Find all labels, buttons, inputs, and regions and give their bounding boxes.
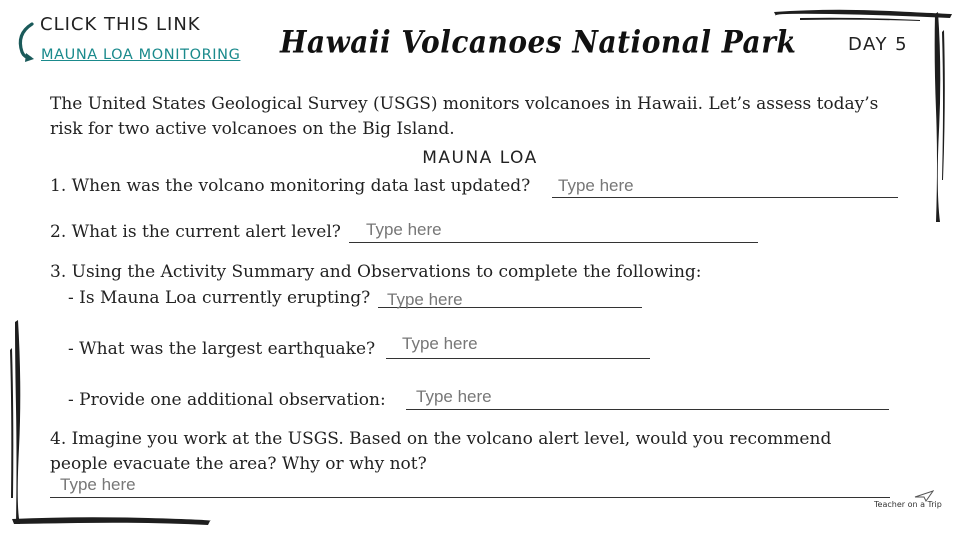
intro-paragraph: The United States Geological Survey (USGS) monitors volcanoes in Hawaii. Let’s assess today’s risk for two active volcanoes on the Big Island. [50, 94, 879, 139]
answer-line-2 [349, 242, 758, 243]
answer-input-3b[interactable] [402, 333, 642, 355]
answer-line-3b [386, 358, 650, 359]
answer-input-1[interactable] [558, 175, 888, 197]
question-3a: - Is Mauna Loa currently erupting? [68, 288, 371, 308]
answer-input-3c[interactable] [416, 386, 876, 408]
answer-input-3a[interactable] [387, 289, 637, 311]
brush-stroke-right [928, 10, 950, 225]
question-2: 2. What is the current alert level? [50, 222, 341, 242]
day-label: DAY 5 [848, 34, 909, 55]
page-title: Hawaii Volcanoes National Park [280, 24, 797, 61]
question-3b: - What was the largest earthquake? [68, 339, 376, 359]
answer-line-1 [552, 197, 898, 198]
click-this-link-label: CLICK THIS LINK [40, 14, 201, 35]
curved-arrow-icon [14, 20, 42, 64]
question-4-line-2: people evacuate the area? Why or why not? [50, 454, 427, 474]
answer-input-4[interactable] [60, 474, 880, 496]
section-title: MAUNA LOA [422, 148, 538, 168]
brush-stroke-bottom-left [8, 512, 213, 530]
mauna-loa-monitoring-link[interactable]: MAUNA LOA MONITORING [41, 47, 241, 63]
question-4-line-1: 4. Imagine you work at the USGS. Based on the volcano alert level, would you recommend [50, 429, 832, 449]
answer-line-4 [50, 497, 890, 498]
teacher-on-a-trip-logo [874, 500, 942, 509]
paper-plane-icon [914, 490, 934, 502]
brush-stroke-left [8, 318, 30, 528]
question-3: 3. Using the Activity Summary and Observations to complete the following: [50, 262, 702, 282]
question-1: 1. When was the volcano monitoring data last updated? [50, 176, 531, 196]
answer-line-3c [406, 409, 889, 410]
answer-input-2[interactable] [366, 219, 746, 241]
logo-text: Teacher on a Trip [874, 500, 942, 509]
question-3c: - Provide one additional observation: [68, 390, 386, 410]
